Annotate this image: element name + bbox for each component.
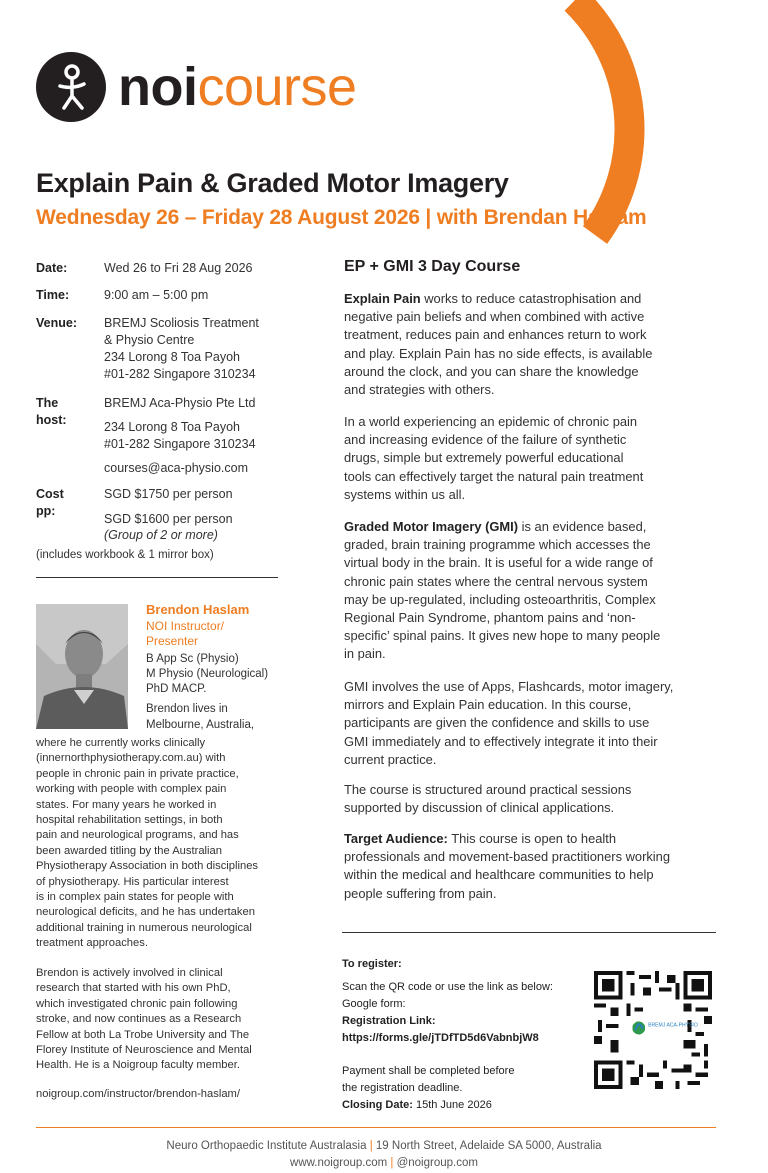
bio-line: which investigated chronic pain following xyxy=(36,997,238,1010)
gmi-line: Regional Pain Syndrome, phantom pains and ‘non- xyxy=(344,610,636,626)
venue-line: #01-282 Singapore 310234 xyxy=(104,367,256,381)
registration-link-label: Registration Link: xyxy=(342,1015,436,1027)
world-line: systems within us all. xyxy=(344,486,466,502)
bio-line: Physiotherapy Association in both disciplines xyxy=(36,860,259,873)
world-line: and increasing evidence of the failure of synthetic xyxy=(344,432,627,448)
deadline-line: Payment shall be completed before xyxy=(342,1065,515,1077)
ep-bold: Explain Pain xyxy=(344,291,421,306)
bio-paragraph-1 xyxy=(36,736,282,952)
brand-course: course xyxy=(197,57,357,117)
cost-single: SGD $1750 per person xyxy=(104,487,233,501)
presenter-link[interactable] xyxy=(36,1087,282,1102)
registration-qr-code[interactable] xyxy=(594,971,712,1089)
time-label: Time: xyxy=(36,288,70,302)
bio-line: treatment approaches. xyxy=(36,937,148,950)
host-email[interactable]: courses@aca-physio.com xyxy=(104,461,248,475)
gmi-bold: Graded Motor Imagery (GMI) xyxy=(344,519,519,534)
page-subtitle: Wednesday 26 – Friday 28 August 2026 | with Brendan Haslam xyxy=(36,206,647,229)
host-label: The host: xyxy=(36,396,67,427)
closing-date-label: Closing Date: xyxy=(342,1099,413,1111)
presenter-lives xyxy=(146,701,254,733)
venue-line: 234 Lorong 8 Toa Payoh xyxy=(104,350,240,364)
ep-line: around the clock, and you can share the knowledge xyxy=(344,363,639,379)
footer-address xyxy=(0,1140,768,1152)
divider xyxy=(342,932,716,933)
apps-paragraph xyxy=(344,678,724,769)
venue-label: Venue: xyxy=(36,316,77,330)
bio-line: research that started with his own PhD, xyxy=(36,982,231,995)
venue-line: & Physio Centre xyxy=(104,333,195,347)
bio-line: been awarded titling by the Australian xyxy=(36,844,222,857)
qual-line: B App Sc (Physio) xyxy=(146,653,239,665)
apps-line: GMI immediately and to effectively integrate it into their xyxy=(344,733,658,749)
bio-line: where he currently works clinically xyxy=(36,737,206,749)
bio-line: pain and neurological programs, and has xyxy=(36,829,239,842)
explain-pain-paragraph xyxy=(344,290,724,399)
footer-sep: | xyxy=(369,1140,373,1152)
brand-wordmark xyxy=(118,52,357,122)
bio-line: Fellow at both La Trobe University and The xyxy=(36,1028,250,1041)
gmi-line: graded, brain training programme which accesses the xyxy=(344,537,651,553)
noi-logo-icon xyxy=(36,52,106,122)
qual-line: PhD MACP. xyxy=(146,683,207,695)
target-paragraph xyxy=(344,830,724,903)
host-line: 234 Lorong 8 Toa Payoh xyxy=(104,420,240,434)
divider xyxy=(36,577,278,578)
apps-line: participants are given the confidence and skills to use xyxy=(344,715,650,731)
world-line: drugs, simple but extremely powerful educational xyxy=(344,450,624,466)
time-value: 9:00 am – 5:00 pm xyxy=(104,288,209,302)
cost-group: SGD $1600 per person xyxy=(104,512,233,526)
bio-paragraph-2 xyxy=(36,966,282,1074)
page-title: Explain Pain & Graded Motor Imagery xyxy=(36,168,509,198)
cost-label: Cost pp: xyxy=(36,487,64,518)
presenter-role xyxy=(146,619,224,649)
register-instruction: Scan the QR code or use the link as below: xyxy=(342,981,553,993)
footer-divider xyxy=(36,1127,716,1128)
lives-line: Melbourne, Australia, xyxy=(146,719,255,731)
brand-noi: noi xyxy=(118,57,198,117)
footer-website[interactable]: www.noigroup.com xyxy=(290,1157,388,1169)
target-line: people suffering from pain. xyxy=(344,885,497,901)
apps-line: GMI involves the use of Apps, Flashcards, motor imagery, xyxy=(344,679,674,694)
world-line: tools can effectively target the natural pain treatment xyxy=(344,468,644,484)
host-line: BREMJ Aca-Physio Pte Ltd xyxy=(104,396,256,410)
gmi-line: is an evidence based, xyxy=(518,519,647,534)
presenter-link-text[interactable]: noigroup.com/instructor/brendon-haslam/ xyxy=(36,1088,240,1100)
footer-links xyxy=(0,1157,768,1169)
google-form-label: Google form: xyxy=(342,998,406,1010)
ep-line: treatment, reduces pain and enhances return to work xyxy=(344,327,647,343)
presenter-photo xyxy=(36,604,128,729)
bio-line: hospital rehabilitation settings, in both xyxy=(36,814,223,827)
ep-line: works to reduce catastrophisation and xyxy=(420,291,642,306)
world-paragraph xyxy=(344,413,724,504)
closing-date-value: 15th June 2026 xyxy=(415,1099,492,1111)
structure-line: supported by discussion of clinical applications. xyxy=(344,800,615,816)
bio-line: Health. He is a Noigroup faculty member. xyxy=(36,1059,240,1072)
apps-line: current practice. xyxy=(344,751,437,767)
date-value: Wed 26 to Fri 28 Aug 2026 xyxy=(104,261,253,275)
bio-line: working with people with complex pain xyxy=(36,783,227,796)
footer-social[interactable]: @noigroup.com xyxy=(396,1157,478,1169)
cost-group-note: (Group of 2 or more) xyxy=(104,528,218,542)
ep-line: and play. Explain Pain has no side effects, is available xyxy=(344,345,653,361)
presenter-name: Brendon Haslam xyxy=(146,602,250,617)
target-line: This course is open to health xyxy=(447,831,617,846)
bio-line: Florey Institute of Neuroscience and Mental xyxy=(36,1044,252,1057)
includes-note: (includes workbook & 1 mirror box) xyxy=(36,549,214,561)
gmi-line: chronic pain states where the central nervous system xyxy=(344,573,648,589)
footer-org: Neuro Orthopaedic Institute Australasia xyxy=(166,1140,367,1152)
bio-line: states. For many years he worked in xyxy=(36,798,217,811)
course-heading: EP + GMI 3 Day Course xyxy=(344,258,521,275)
closing-date-row xyxy=(342,1097,492,1113)
bio-line: (innernorthphysiotherapy.com.au) with xyxy=(36,752,226,765)
lives-line: Brendon lives in xyxy=(146,703,228,715)
ep-line: negative pain beliefs and when combined with active xyxy=(344,309,645,325)
ep-line: and strategies with others. xyxy=(344,382,495,398)
bio-line: additional training in numerous neurological xyxy=(36,921,252,934)
gmi-paragraph xyxy=(344,518,724,664)
footer-sep: | xyxy=(390,1157,394,1169)
bio-line: people in chronic pain in private practice, xyxy=(36,767,239,780)
venue-line: BREMJ Scoliosis Treatment xyxy=(104,316,259,330)
gmi-line: in pain. xyxy=(344,646,386,662)
registration-link[interactable]: https://forms.gle/jTDfTD5d6VabnbjW8 xyxy=(342,1032,539,1044)
qual-line: M Physio (Neurological) xyxy=(146,668,269,680)
world-line: In a world experiencing an epidemic of chronic pain xyxy=(344,414,638,429)
gmi-line: may be up-regulated, including osteoarthritis, Complex xyxy=(344,591,656,607)
structure-paragraph xyxy=(344,781,724,817)
bio-line: is in complex pain states for people with xyxy=(36,891,234,904)
gmi-line: virtual body in the brain. It is useful for a wide range of xyxy=(344,555,653,571)
role-line: Presenter xyxy=(146,634,199,648)
apps-line: mirrors and Explain Pain education. In this course, xyxy=(344,697,632,713)
bio-line: of physiotherapy. His particular interest xyxy=(36,875,229,888)
target-line: within the medical and healthcare communities to help xyxy=(344,867,654,883)
deadline-line: the registration deadline. xyxy=(342,1082,463,1094)
bio-line: stroke, and now continues as a Research xyxy=(36,1013,242,1026)
register-heading: To register: xyxy=(342,958,402,970)
bio-line: neurological deficits, and he has undertaken xyxy=(36,906,255,919)
structure-line: The course is structured around practical sessions xyxy=(344,782,632,797)
footer-street: 19 North Street, Adelaide SA 5000, Australia xyxy=(375,1140,602,1152)
host-line: #01-282 Singapore 310234 xyxy=(104,437,256,451)
bio-line: Brendon is actively involved in clinical xyxy=(36,967,223,979)
qr-logo-text: BREMJ ACA-PHYSIO xyxy=(648,1022,698,1029)
gmi-line: specific’ spinal pains. It gives new hope to many people xyxy=(344,628,661,644)
target-bold: Target Audience: xyxy=(344,831,448,846)
role-line: NOI Instructor/ xyxy=(146,619,225,633)
date-label: Date: xyxy=(36,261,68,275)
presenter-quals xyxy=(146,652,268,697)
target-line: professionals and movement-based practitioners working xyxy=(344,849,671,865)
